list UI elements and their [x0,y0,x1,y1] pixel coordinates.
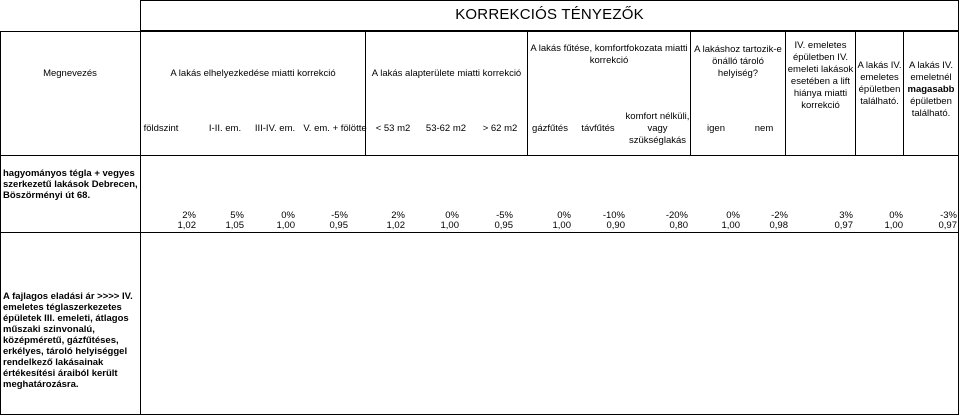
subheader: komfort nélküli, vagy szükséglakás [625,111,690,146]
grid-line [0,155,959,156]
subheader: > 62 m2 [482,123,518,134]
percent-cell: 0% [557,210,571,221]
grid-line [0,232,959,233]
percent-cell: -10% [602,210,625,221]
percent-cell: 0% [281,210,295,221]
percent-cell: -3% [940,210,957,221]
factor-cell: 0,95 [329,220,348,231]
header-elhelyezkedes: A lakás elhelyezkedése miatti korrekció [170,67,336,79]
factor-cell: 1,00 [440,220,459,231]
subheader: 53-62 m2 [425,123,467,134]
percent-cell: -5% [331,210,348,221]
percent-cell: -20% [665,210,688,221]
percent-cell: 0% [445,210,459,221]
subheader: nem [754,123,774,134]
factor-cell: 1,00 [884,220,903,231]
percent-cell: 0% [889,210,903,221]
factor-cell: 0,97 [938,220,957,231]
factor-cell: 0,95 [494,220,513,231]
page-title: KORREKCIÓS TÉNYEZŐK [455,6,644,23]
header-tarolo: A lakáshoz tartozik-e önálló tároló helyiség? [694,44,782,79]
subheader: III-IV. em. [254,123,296,134]
factor-cell: 0,90 [606,220,625,231]
note-text: A fajlagos eladási ár >>>> IV. emeletes téglaszerkezetes épületek III. emeleti, átlagos műszaki szinvonalú, középméretű, gázfűtéses, erkélyes, tároló helyiséggel rendelkező lakásainak értékesítési áraiból került meghatározásra. [3,291,133,390]
subheader: távfűtés [581,123,615,134]
percent-cell: 3% [839,210,853,221]
percent-cell: 2% [182,210,196,221]
subheader: I-II. em. [208,123,242,134]
factor-cell: 1,02 [177,220,196,231]
header-futes: A lakás fűtése, komfortfokozata miatti korrekció [530,43,688,66]
factor-cell: 0,98 [769,220,788,231]
subheader: V. em. + fölötte [303,123,367,134]
percent-cell: 2% [391,210,405,221]
factor-cell: 1,00 [721,220,740,231]
percent-cell: -5% [496,210,513,221]
factor-cell: 1,02 [386,220,405,231]
header-alapterulet: A lakás alapterülete miatti korrekció [371,67,522,79]
header-megnevezes: Megnevezés [43,67,97,79]
percent-cell: 5% [230,210,244,221]
factor-cell: 1,05 [225,220,244,231]
subheader: < 53 m2 [375,123,411,134]
percent-cell: 0% [726,210,740,221]
subheader: földszint [143,123,179,134]
factor-cell: 0,80 [669,220,688,231]
factor-cell: 1,00 [552,220,571,231]
factor-cell: 1,00 [276,220,295,231]
row-label: hagyományos tégla + vegyes szerkezetű lakások Debrecen, Böszörményi út 68. [3,168,138,201]
factor-cell: 0,97 [834,220,853,231]
header-iv-emeletes: A lakás IV. emeletes épületben található. [857,60,902,107]
header-lift: IV. emeletes épületben IV. emeleti lakások esetében a lift hiánya miatti korrekció [787,40,854,111]
subheader: gázfűtés [532,123,568,134]
subheader: igen [707,123,725,134]
header-magasabb: A lakás IV. emeletnél magasabb épületben található. [907,60,955,119]
percent-cell: -2% [771,210,788,221]
